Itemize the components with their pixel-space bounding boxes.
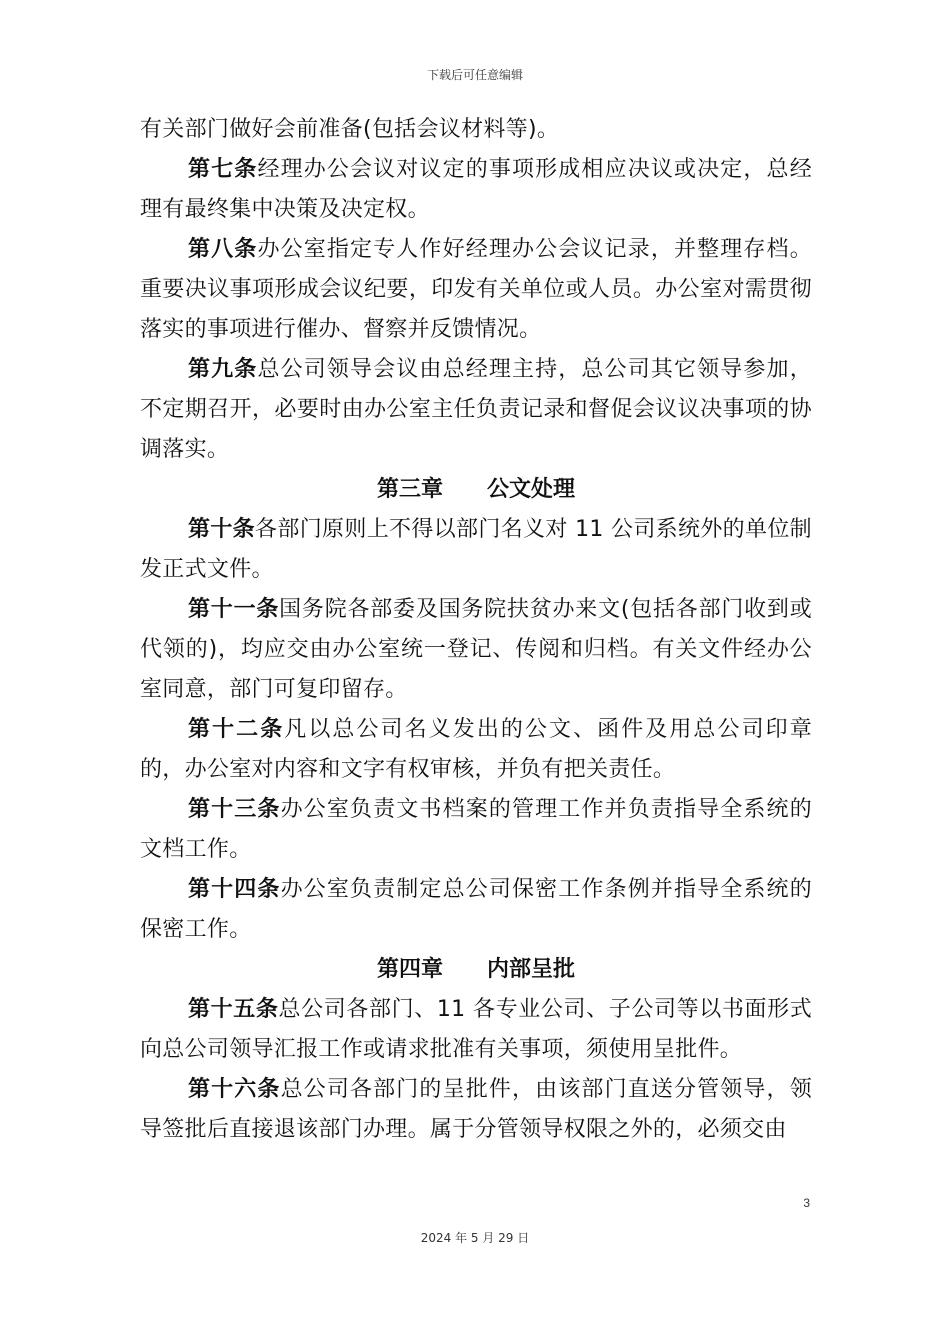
page-footer-date: 2024 年 5 月 29 日 bbox=[420, 1231, 530, 1245]
article-heading: 第十六条 bbox=[188, 1077, 281, 1102]
article-heading: 第九条 bbox=[188, 357, 258, 382]
article-16 bbox=[140, 1070, 812, 1150]
paragraph-text: 总公司领导会议由总经理主持，总公司其它领导参加，不定期召开，必要时由办公室主任负责记录和督促会议议决事项的协调落实。 bbox=[140, 357, 813, 462]
article-heading: 第十条 bbox=[188, 517, 256, 542]
article-heading: 第十三条 bbox=[188, 797, 281, 822]
chapter-4-heading bbox=[140, 950, 812, 990]
article-heading: 第十四条 bbox=[188, 877, 281, 902]
article-heading: 第十二条 bbox=[188, 717, 285, 742]
paragraph-text: 办公室负责制定总公司保密工作条例并指导全系统的保密工作。 bbox=[140, 877, 813, 942]
article-heading: 第十五条 bbox=[188, 997, 279, 1022]
chapter-title: 内部呈批 bbox=[487, 957, 576, 982]
document-body bbox=[140, 110, 812, 1150]
page-number: 3 bbox=[803, 1196, 810, 1210]
chapter-3-heading bbox=[140, 470, 812, 510]
article-11 bbox=[140, 590, 812, 710]
paragraph-continuation bbox=[140, 110, 812, 150]
paragraph-text: 办公室指定专人作好经理办公会议记录，并整理存档。重要决议事项形成会议纪要，印发有关单位或人员。办公室对需贯彻落实的事项进行催办、督察并反馈情况。 bbox=[140, 237, 813, 342]
article-9 bbox=[140, 350, 812, 470]
paragraph-text: 国务院各部委及国务院扶贫办来文(包括各部门收到或代领的)，均应交由办公室统一登记、传阅和归档。有关文件经办公室同意，部门可复印留存。 bbox=[140, 597, 812, 702]
paragraph-text: 总公司各部门、11 各专业公司、子公司等以书面形式向总公司领导汇报工作或请求批准有关事项，须使用呈批件。 bbox=[140, 997, 812, 1062]
article-14 bbox=[140, 870, 812, 950]
article-heading: 第十一条 bbox=[188, 597, 280, 622]
article-15 bbox=[140, 990, 812, 1070]
chapter-title: 公文处理 bbox=[487, 477, 576, 502]
paragraph-text: 有关部门做好会前准备(包括会议材料等)。 bbox=[140, 117, 560, 142]
page-header: 下载后可任意编辑 bbox=[426, 68, 523, 82]
paragraph-text: 经理办公会议对议定的事项形成相应决议或决定，总经理有最终集中决策及决定权。 bbox=[140, 157, 813, 222]
article-8 bbox=[140, 230, 812, 350]
article-heading: 第八条 bbox=[188, 237, 258, 262]
article-heading: 第七条 bbox=[188, 157, 258, 182]
article-7 bbox=[140, 150, 812, 230]
article-13 bbox=[140, 790, 812, 870]
paragraph-text: 各部门原则上不得以部门名义对 11 公司系统外的单位制发正式文件。 bbox=[140, 517, 812, 582]
article-12 bbox=[140, 710, 812, 790]
chapter-number: 第三章 bbox=[376, 477, 443, 502]
paragraph-text: 凡以总公司名义发出的公文、函件及用总公司印章的，办公室对内容和文字有权审核，并负有把关责任。 bbox=[140, 717, 813, 782]
chapter-number: 第四章 bbox=[376, 957, 443, 982]
article-10 bbox=[140, 510, 812, 590]
paragraph-text: 办公室负责文书档案的管理工作并负责指导全系统的文档工作。 bbox=[140, 797, 813, 862]
paragraph-text: 总公司各部门的呈批件，由该部门直送分管领导，领导签批后直接退该部门办理。属于分管领导权限之外的，必须交由 bbox=[140, 1077, 813, 1142]
